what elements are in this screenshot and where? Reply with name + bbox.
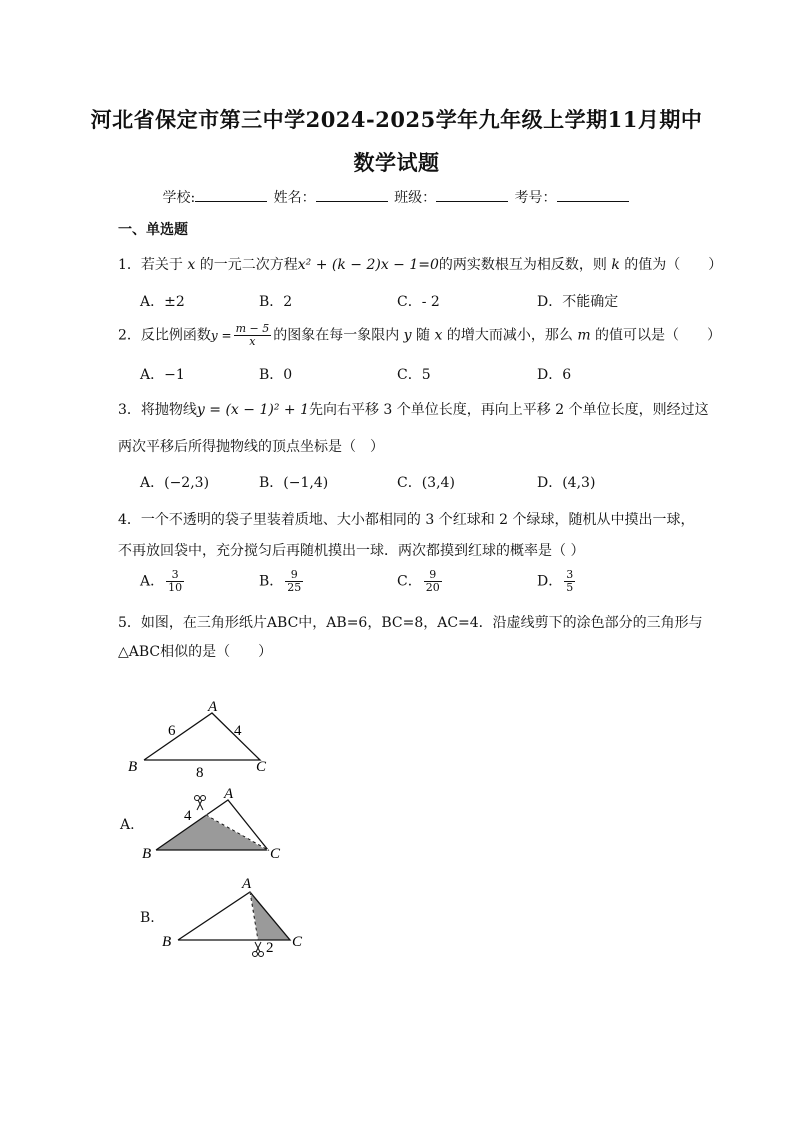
question-5-line2: △ABC相似的是（ ） — [118, 644, 273, 660]
section-heading: 一、单选题 — [118, 222, 188, 238]
q2-option-b[interactable]: B．0 — [259, 367, 293, 383]
vertex-b-label: B — [128, 759, 138, 775]
q5-option-b-label[interactable]: B. — [140, 910, 155, 926]
school-blank[interactable] — [195, 189, 267, 202]
q1-option-a[interactable]: A．±2 — [140, 294, 185, 310]
q2-option-d[interactable]: D．6 — [537, 367, 572, 383]
question-1: 1．若关于 x 的一元二次方程x² + (k − 2)x − 1=0的两实数根互为相反数，则 k 的值为（ ） — [118, 257, 723, 273]
q4-option-d[interactable]: D． $\frac{3}{5}$ — [537, 568, 574, 594]
name-label: 姓名： — [273, 190, 316, 206]
q5-option-a-label[interactable]: A. — [120, 817, 135, 833]
option-a-side-label: 4 — [184, 808, 192, 824]
svg-text:A: A — [242, 876, 252, 892]
exam-subtitle: 数学试题 — [353, 150, 440, 175]
q3-option-d[interactable]: D．(4,3) — [537, 475, 596, 491]
q3-option-c[interactable]: C．(3,4) — [397, 475, 455, 491]
school-label: 学校: — [162, 190, 196, 206]
q1-option-b[interactable]: B．2 — [259, 294, 293, 310]
q1-option-d[interactable]: D．不能确定 — [537, 294, 619, 310]
question-4: 4．一个不透明的袋子里装着质地、大小都相同的 3 个红球和 2 个绿球，随机从中摸出一球， — [118, 512, 695, 528]
q4-option-b[interactable]: B． $\frac{9}{25}$ — [259, 568, 302, 594]
number-label: 考号： — [514, 190, 557, 206]
svg-text:B: B — [162, 934, 172, 950]
question-3: 3．将抛物线y = (x − 1)² + 1先向右平移 3 个单位长度，再向上平移 2 个单位长度，则经过这 — [118, 402, 709, 418]
vertex-c-label: C — [256, 759, 267, 775]
svg-text:C: C — [270, 846, 281, 862]
q4-option-a[interactable]: A． $\frac{3}{10}$ — [140, 568, 183, 594]
svg-text:A: A — [224, 786, 234, 802]
question-4-line2: 不再放回袋中，充分搅匀后再随机摸出一球．两次都摸到红球的概率是（ ） — [118, 543, 585, 559]
q3-option-b[interactable]: B．(−1,4) — [259, 475, 329, 491]
side-ac-label: 4 — [234, 723, 242, 739]
q5-option-a-figure[interactable] — [138, 782, 298, 862]
triangle-abc-figure — [120, 695, 280, 780]
question-2: 2．反比例函数y = $\frac{m - 5}{x}$ 的图象在每一象限内 y 随 x 的增大而减小，那么 m 的值可以是（ ） — [118, 322, 722, 348]
class-blank[interactable] — [436, 189, 508, 202]
q2-option-c[interactable]: C．5 — [397, 367, 431, 383]
scissors-icon — [195, 796, 206, 811]
svg-text:B: B — [142, 846, 152, 862]
option-b-side-label: 2 — [266, 940, 274, 956]
q1-option-c[interactable]: C．- 2 — [397, 294, 440, 310]
q3-equation: y = (x − 1)² + 1 — [196, 402, 309, 418]
side-ab-label: 6 — [168, 723, 176, 739]
q1-equation: x² + (k − 2)x − 1=0 — [297, 257, 439, 273]
svg-text:C: C — [292, 934, 303, 950]
number-blank[interactable] — [557, 189, 629, 202]
q2-fraction: $\frac{m - 5}{x}$ — [235, 322, 270, 348]
scissors-icon — [253, 942, 264, 957]
question-3-line2: 两次平移后所得抛物线的顶点坐标是（ ） — [118, 439, 384, 455]
name-blank[interactable] — [316, 189, 388, 202]
vertex-a-label: A — [208, 699, 218, 715]
question-5: 5．如图，在三角形纸片ABC中，AB=6，BC=8，AC=4．沿虚线剪下的涂色部分的三角形与 — [118, 615, 703, 631]
student-info-row — [0, 187, 793, 207]
q4-option-c[interactable]: C． $\frac{9}{20}$ — [397, 568, 440, 594]
exam-title: 河北省保定市第三中学2024-2025学年九年级上学期11月期中 — [90, 107, 703, 132]
side-bc-label: 8 — [196, 765, 204, 780]
q3-option-a[interactable]: A．(−2,3) — [140, 475, 210, 491]
class-label: 班级： — [394, 190, 437, 206]
q2-option-a[interactable]: A．−1 — [140, 367, 185, 383]
q5-option-b-figure[interactable] — [160, 872, 310, 962]
